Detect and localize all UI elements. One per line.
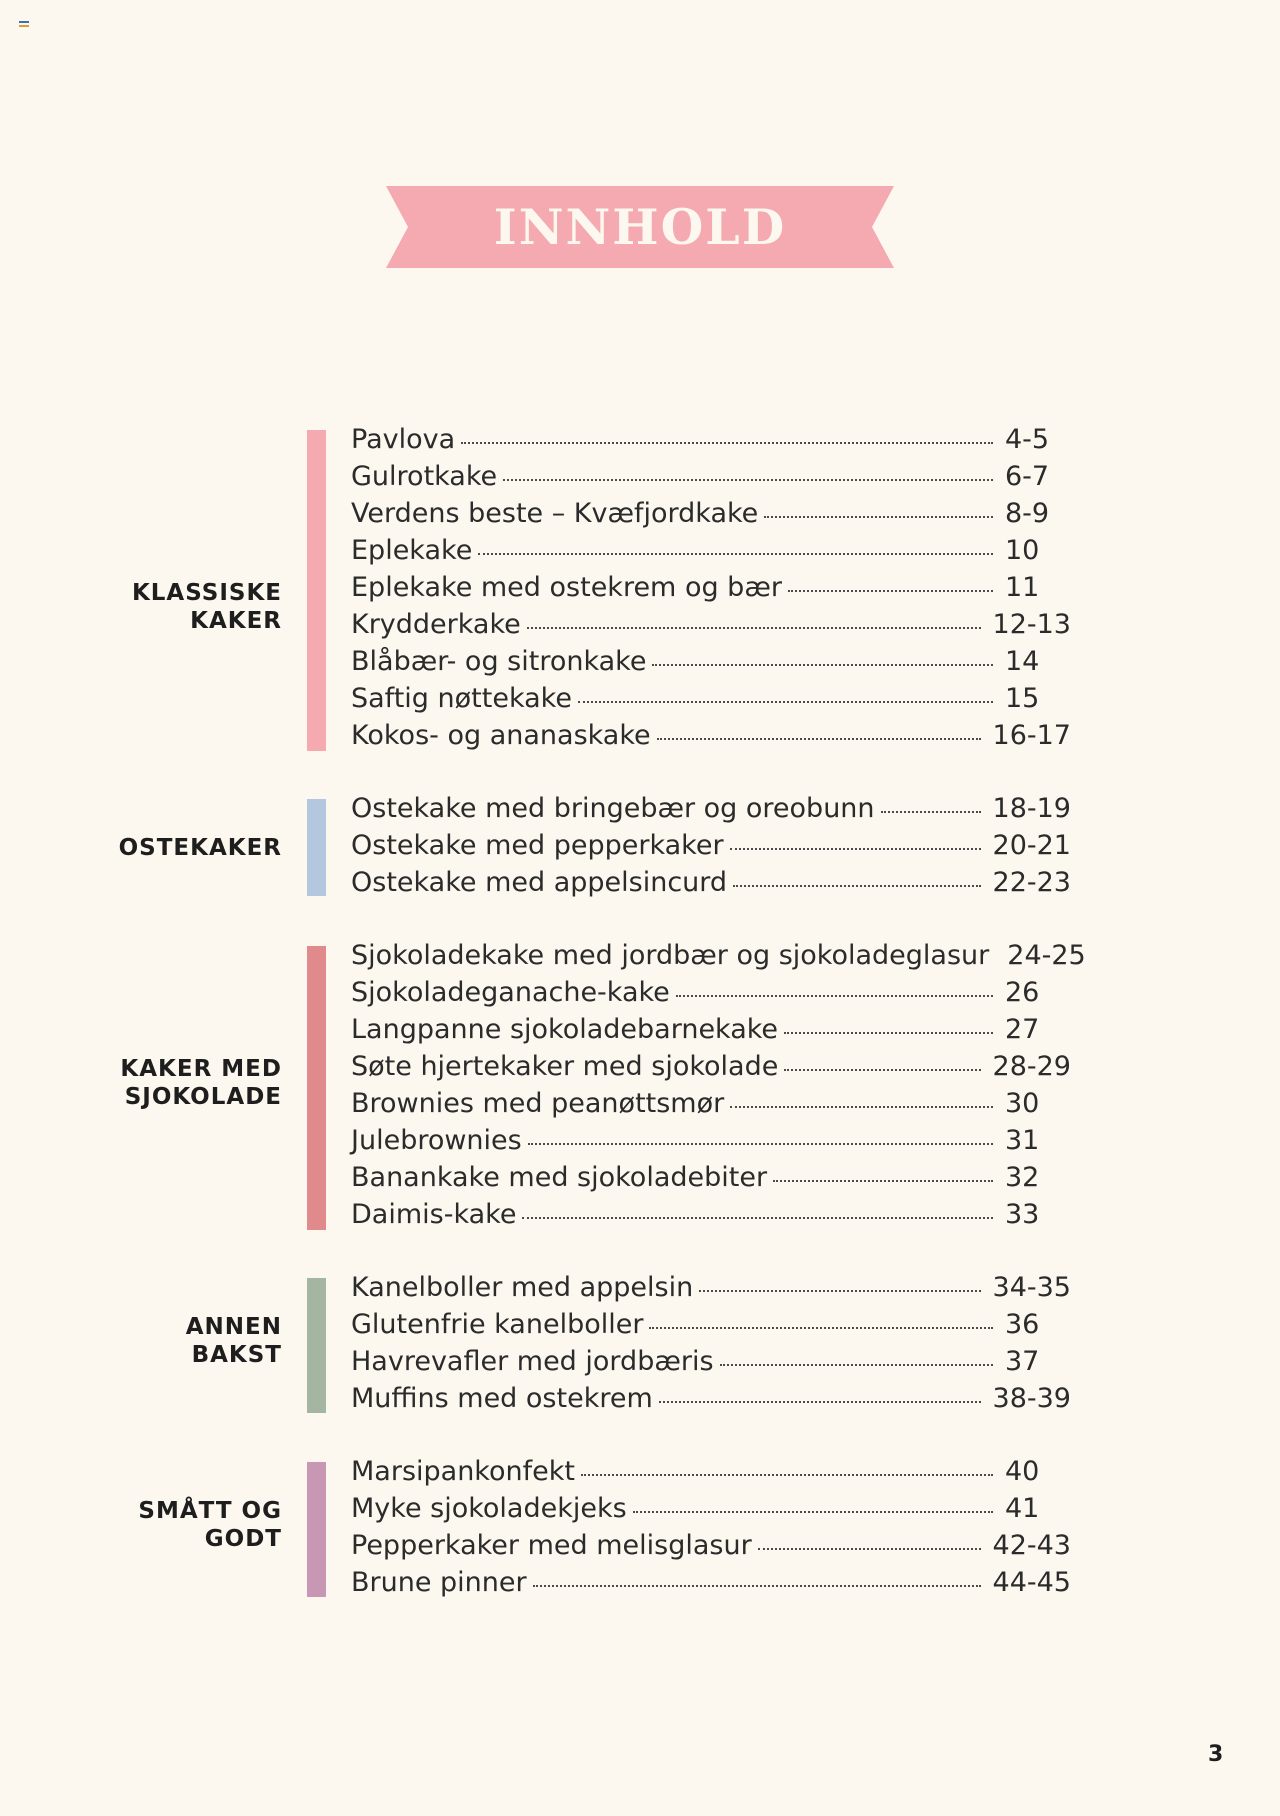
toc-entry[interactable] [351,1346,1071,1383]
toc-entry[interactable] [351,977,1071,1014]
entry-page: 20-21 [992,830,1071,861]
toc-entry[interactable] [351,1125,1071,1162]
entry-page: 6-7 [1005,461,1050,492]
dot-leader [659,1396,981,1403]
entry-title: Verdens beste – Kvæfjordkake [351,498,759,529]
entry-title: Kanelboller med appelsin [351,1272,694,1303]
entry-page: 41 [1005,1493,1040,1524]
entry-title: Eplekake med ostekrem og bær [351,572,782,603]
entry-title: Marsipankonfekt [351,1456,575,1487]
toc-entry[interactable] [351,1199,1071,1236]
entry-title: Brune pinner [351,1567,527,1598]
entry-title: Kokos- og ananaskake [351,720,651,751]
toc-entry[interactable] [351,646,1071,683]
toc-entry[interactable] [351,1088,1071,1125]
toc-entry[interactable] [351,1014,1071,1051]
section-klassiske-kaker [0,424,1280,757]
entry-title: Søte hjertekaker med sjokolade [351,1051,779,1082]
entry-page: 26 [1005,977,1040,1008]
entry-page: 10 [1005,535,1040,566]
entry-page: 24-25 [1007,940,1086,971]
entry-title: Saftig nøttekake [351,683,572,714]
entry-page: 14 [1005,646,1040,677]
dot-leader [758,1543,981,1550]
entry-page: 42-43 [992,1530,1071,1561]
dot-leader [649,1322,993,1329]
entry-page: 36 [1005,1309,1040,1340]
dot-leader [720,1359,993,1366]
entry-page: 38-39 [992,1383,1071,1414]
section-ostekaker [0,793,1280,904]
dot-leader [652,659,993,666]
toc-entry[interactable] [351,498,1071,535]
toc-entry[interactable] [351,424,1071,461]
entry-title: Blåbær- og sitronkake [351,646,647,677]
dot-leader [676,990,993,997]
section-kaker-med-sjokolade [0,940,1280,1236]
toc-entry[interactable] [351,1493,1071,1530]
toc-entry[interactable] [351,1162,1071,1199]
toc-entry[interactable] [351,1567,1071,1604]
entry-title: Daimis-kake [351,1199,517,1230]
entry-title: Krydderkake [351,609,521,640]
entry-page: 40 [1005,1456,1040,1487]
dot-leader [522,1212,993,1219]
dot-leader [730,843,981,850]
dot-leader [699,1285,980,1292]
dot-leader [784,1064,980,1071]
section-label: KAKER MED SJOKOLADE [120,1056,282,1110]
dot-leader [533,1580,981,1587]
toc-entry[interactable] [351,1456,1071,1493]
entry-title: Ostekake med appelsincurd [351,867,728,898]
page-title: INNHOLD [493,198,787,256]
section-color-bar [307,430,326,751]
dot-leader [730,1101,993,1108]
section-label: ANNEN BAKST [185,1314,282,1368]
entry-page: 16-17 [992,720,1071,751]
toc-entry[interactable] [351,609,1071,646]
entry-page: 22-23 [992,867,1071,898]
toc-entry[interactable] [351,572,1071,609]
title-banner [386,186,894,268]
dot-leader [788,585,993,592]
section-label: KLASSISKE KAKER [131,580,282,634]
toc-entry[interactable] [351,1309,1071,1346]
toc-entry[interactable] [351,720,1071,757]
dot-leader [733,880,980,887]
dot-leader [461,437,993,444]
entry-page: 32 [1005,1162,1040,1193]
toc-entry[interactable] [351,1530,1071,1567]
dot-leader [478,548,993,555]
section-smatt-og-godt [0,1456,1280,1604]
toc-entry[interactable] [351,830,1071,867]
entry-title: Ostekake med pepperkaker [351,830,724,861]
entry-title: Glutenfrie kanelboller [351,1309,644,1340]
entry-title: Banankake med sjokoladebiter [351,1162,768,1193]
entry-title: Brownies med peanøttsmør [351,1088,725,1119]
toc-entry[interactable] [351,1272,1071,1309]
entry-page: 33 [1005,1199,1040,1230]
entry-list [351,1456,1071,1604]
entry-list [351,424,1071,757]
entry-page: 44-45 [992,1567,1071,1598]
entry-title: Sjokoladekake med jordbær og sjokoladeglasur [351,940,990,971]
table-of-contents [0,424,1280,1640]
dot-leader [527,622,981,629]
section-label: SMÅTT OG GODT [138,1498,282,1552]
entry-page: 30 [1005,1088,1040,1119]
dot-leader [578,696,993,703]
entry-page: 4-5 [1005,424,1050,455]
entry-title: Gulrotkake [351,461,498,492]
toc-entry[interactable] [351,940,1086,977]
dot-leader [503,474,993,481]
toc-entry[interactable] [351,1383,1071,1420]
entry-title: Eplekake [351,535,473,566]
section-color-bar [307,1462,326,1597]
entry-page: 15 [1005,683,1040,714]
entry-page: 12-13 [992,609,1071,640]
toc-entry[interactable] [351,461,1071,498]
dot-leader [581,1469,993,1476]
dot-leader [773,1175,993,1182]
dot-leader [764,511,993,518]
toc-entry[interactable] [351,683,1071,720]
entry-list [351,1272,1071,1420]
dot-leader [657,733,981,740]
entry-title: Pepperkaker med melisglasur [351,1530,752,1561]
entry-title: Ostekake med bringebær og oreobunn [351,793,875,824]
toc-entry[interactable] [351,867,1071,904]
section-color-bar [307,1278,326,1413]
entry-title: Muffins med ostekrem [351,1383,653,1414]
entry-page: 18-19 [992,793,1071,824]
entry-page: 34-35 [992,1272,1071,1303]
entry-list [351,940,1086,1236]
entry-page: 28-29 [992,1051,1071,1082]
entry-page: 27 [1005,1014,1040,1045]
toc-entry[interactable] [351,793,1071,830]
entry-page: 11 [1005,572,1040,603]
section-annen-bakst [0,1272,1280,1420]
section-color-bar [307,799,326,896]
dot-leader [784,1027,993,1034]
page-number: 3 [1208,1742,1224,1767]
toc-entry[interactable] [351,535,1071,572]
entry-title: Langpanne sjokoladebarnekake [351,1014,779,1045]
section-label: OSTEKAKER [118,835,282,861]
entry-title: Sjokoladeganache-kake [351,977,670,1008]
corner-mark-icon [19,21,29,27]
entry-page: 31 [1005,1125,1040,1156]
entry-title: Pavlova [351,424,456,455]
entry-title: Myke sjokoladekjeks [351,1493,627,1524]
entry-title: Havrevafler med jordbæris [351,1346,714,1377]
entry-page: 37 [1005,1346,1040,1377]
dot-leader [881,806,981,813]
entry-page: 8-9 [1005,498,1050,529]
dot-leader [528,1138,993,1145]
toc-entry[interactable] [351,1051,1071,1088]
dot-leader [633,1506,993,1513]
entry-list [351,793,1071,904]
section-color-bar [307,946,326,1230]
entry-title: Julebrownies [351,1125,522,1156]
